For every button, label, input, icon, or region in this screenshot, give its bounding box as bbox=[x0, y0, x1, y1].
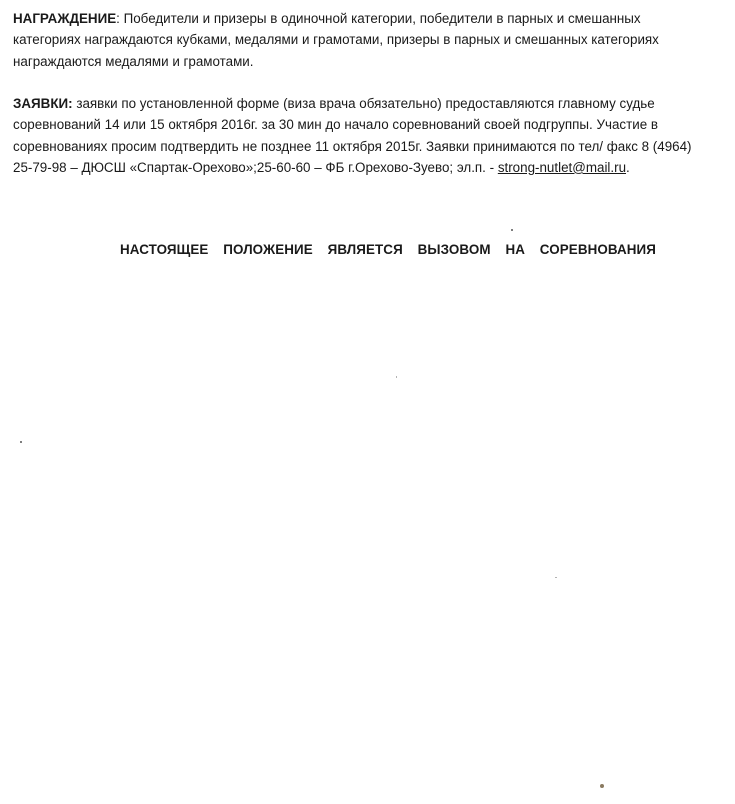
closing-statement: НАСТОЯЩЕЕ ПОЛОЖЕНИЕ ЯВЛЯЕТСЯ ВЫЗОВОМ НА СОРЕВНОВАНИЯ bbox=[120, 242, 656, 257]
applications-paragraph bbox=[13, 93, 725, 178]
award-label: НАГРАЖДЕНИЕ bbox=[13, 11, 117, 26]
award-line-2: категориях награждаются кубками, медалями и грамотами, призеры в парных и смешанных категориях bbox=[13, 32, 659, 48]
scan-speck bbox=[600, 784, 604, 788]
applications-label: ЗАЯВКИ: bbox=[13, 96, 73, 111]
email-link[interactable]: strong-nutlet@mail.ru bbox=[497, 159, 627, 175]
applications-line-2: соревнований 14 или 15 октября 2016г. за 30 мин до начало соревнований своей подгруппы. Участие в bbox=[13, 117, 658, 133]
award-line-3: награждаются медалями и грамотами. bbox=[13, 53, 254, 69]
applications-line-1: заявки по установленной форме (виза врача обязательно) предоставляются главному судье bbox=[72, 96, 655, 111]
scan-speck bbox=[396, 376, 397, 378]
applications-line-4: 25-79-98 – ДЮСШ «Спартак-Орехово»;25-60-60 – ФБ г.Орехово-Зуево; эл.п. - bbox=[13, 159, 498, 175]
scan-speck bbox=[511, 229, 513, 231]
scan-speck bbox=[555, 577, 557, 578]
scan-speck bbox=[20, 441, 22, 443]
applications-end: . bbox=[626, 159, 630, 175]
applications-line-3: соревнованиях просим подтвердить не позднее 11 октября 2015г. Заявки принимаются по тел/ факс 8 (4964) bbox=[13, 138, 692, 154]
award-paragraph bbox=[13, 8, 725, 72]
award-line-1: : Победители и призеры в одиночной категории, победители в парных и смешанных bbox=[116, 11, 641, 26]
